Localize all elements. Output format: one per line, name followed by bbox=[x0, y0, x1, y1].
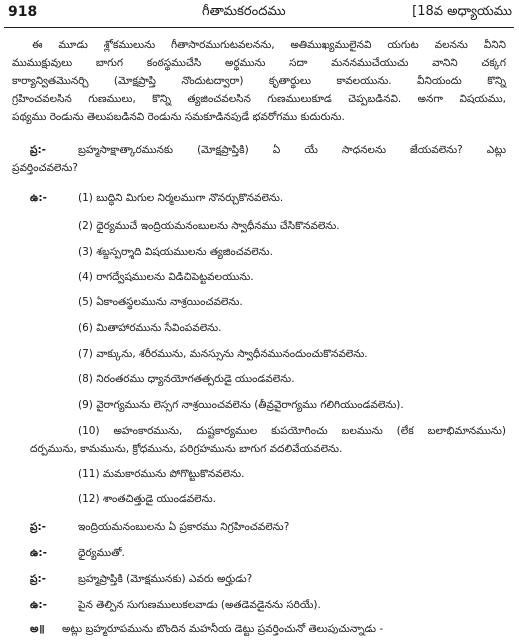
question-label: ప్ర:- bbox=[30, 521, 47, 533]
intro-line: పథ్యము రెండును తెలుపబడినవి రెండును సమకూడినపుడే భవరోగము కుదురును. bbox=[12, 111, 345, 123]
book-title: గీతామకరందము bbox=[202, 4, 286, 19]
intro-line: ఈ మూడు శ్లోకములును గీతాసారముగుటవలనను, అతిముఖ్యములైనవి యగుట వలనను వీనిని bbox=[32, 39, 506, 51]
question-label: ప్ర:- bbox=[30, 144, 47, 156]
header-rule bbox=[4, 27, 514, 28]
intro-line: గ్రహించవలసిన గుణములు, కొన్ని త్యజించవలసిన గుణములుకూడ చెప్పబడినవి. అనగా విషయము, bbox=[12, 93, 506, 105]
question-label: ప్ర:- bbox=[30, 573, 47, 585]
list-item: (11) మమకారమును పోగొట్టుకొనవలెను. bbox=[78, 468, 245, 480]
closing-label: అ॥ bbox=[30, 623, 45, 635]
list-item: (7) వాక్కును, శరీరమును, మనస్సును స్వాధీనమునందుంచుకొనవలెను. bbox=[78, 348, 368, 360]
answer-text: ధైర్యముతో. bbox=[78, 547, 125, 559]
page-number: 918 bbox=[8, 4, 38, 20]
list-item-continuation: దర్పమును, కామమును, క్రోధమును, పరిగ్రహమును బాగుగ వదలివేయవలెను. bbox=[30, 443, 343, 455]
list-item: (1) బుద్ధిని మిగుల నిర్మలముగా నొనర్చుకొనవలెను. bbox=[78, 192, 284, 204]
list-item: (6) మితాహారమును సేవింపవలెను. bbox=[78, 322, 222, 334]
list-item: (10) అహంకారమును, దుష్టకార్యముల కుపయోగించు బలమును (లేక బలాభిమానమును) bbox=[78, 425, 506, 437]
intro-line: ముముక్షువులు బాగుగ కంఠస్థముచేసి అర్థమును సదా మననముచేయుచు వానిని చక్కగ bbox=[12, 57, 506, 69]
answer-label: ఉ:- bbox=[30, 192, 47, 204]
page-header bbox=[6, 2, 514, 26]
question-text: ప్రవర్తించవలెను? bbox=[12, 162, 78, 174]
list-item: (5) ఏకాంతస్థలమును నాశ్రయించవలెను. bbox=[78, 296, 243, 308]
answer-text: పైన తెల్పిన సుగుణములుకలవాడు (అతడెవడైనను సరియే). bbox=[78, 599, 321, 611]
list-item: (3) శబ్దస్పర్శాది విషయములను త్యజించవలెను. bbox=[78, 246, 273, 258]
list-item: (2) ధైర్యముచే ఇంద్రియమనంబులను స్వాధీనము చేసికొనవలెను. bbox=[78, 220, 340, 232]
question-text: బ్రహ్మప్రాప్తికి (మోక్షమునకు) ఎవరు అర్హుడు? bbox=[78, 573, 253, 585]
chapter-label: [18వ అధ్యాయము bbox=[412, 4, 512, 19]
answer-label: ఉ:- bbox=[30, 547, 47, 559]
answer-label: ఉ:- bbox=[30, 599, 47, 611]
question-text: బ్రహ్మసాక్షాత్కారమునకు (మోక్షప్రాప్తికి) ఏ యే సాధనలను జేయవలెను? ఎట్లు bbox=[78, 144, 506, 156]
list-item: (4) రాగద్వేషములను విడిచిపెట్టవలయును. bbox=[78, 271, 254, 283]
intro-line: కార్యాన్వితమొనర్చి (మోక్షప్రాప్తి నొందుటద్వారా) కృతార్థులు కావలయును. వీనియందు కొన్ని bbox=[12, 75, 506, 87]
list-item: (8) నిరంతరము ధ్యానయోగతత్పరుడై యుండవలెను. bbox=[78, 373, 295, 385]
question-text: ఇంద్రియమనంబులను ఏ ప్రకారము నిగ్రహించవలెను? bbox=[78, 521, 290, 533]
closing-text: అట్లు బ్రహ్మరూపమును బొందిన మహనీయ డెట్టు ప్రవర్తించునో తెలుపుచున్నాడు - bbox=[62, 623, 384, 635]
list-item: (9) వైరాగ్యమును లెస్సగ నాశ్రయించవలెను (తీవ్రవైరాగ్యము గలిగియుండవలెను). bbox=[78, 399, 404, 411]
list-item: (12) శాంతచిత్తుడై యుండవలెను. bbox=[78, 493, 216, 505]
